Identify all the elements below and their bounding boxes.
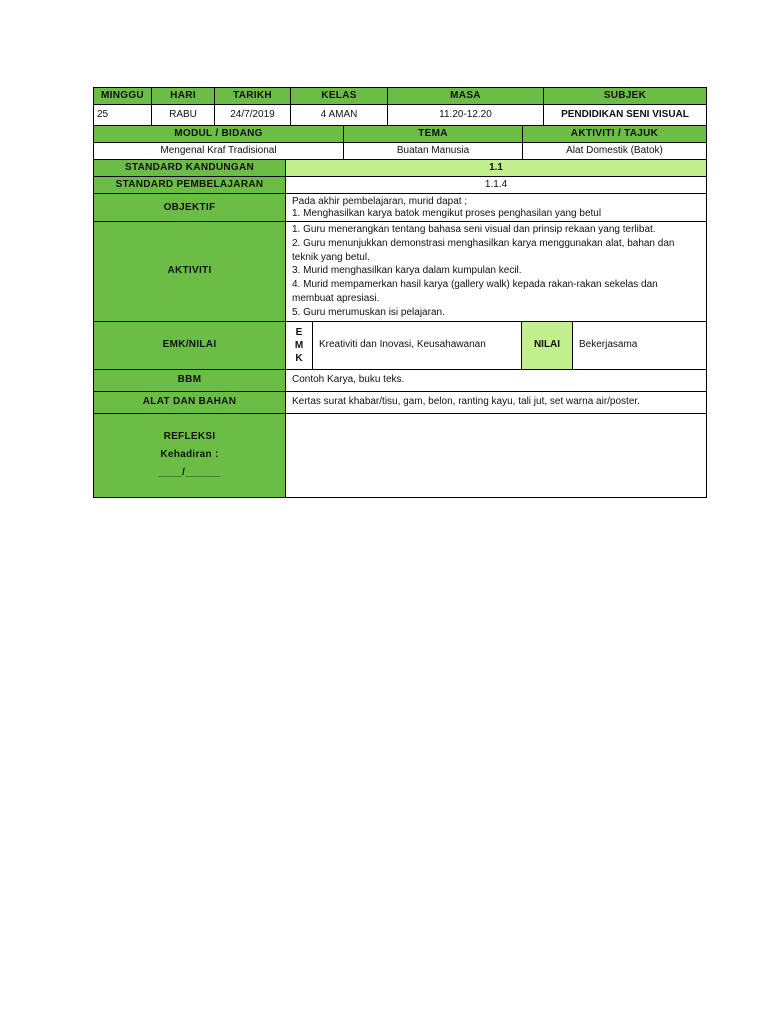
aktiviti-line: 3. Murid menghasilkan karya dalam kumpulan kecil.	[292, 265, 522, 277]
objektif-line: Pada akhir pembelajaran, murid dapat ;	[292, 195, 468, 207]
value-tema: Buatan Manusia	[344, 143, 523, 160]
aktiviti-line: 4. Murid mempamerkan hasil karya (gallery walk) kepada rakan-rakan sekelas dan membuat apresiasi.	[292, 279, 658, 304]
nilai-value: Bekerjasama	[573, 321, 707, 369]
standard-pembelajaran-label: STANDARD PEMBELAJARAN	[94, 177, 286, 194]
emk-letter: E	[295, 326, 303, 338]
aktiviti-line: 5. Guru merumuskan isi pelajaran.	[292, 306, 445, 318]
header-minggu: MINGGU	[94, 88, 152, 105]
emk-letter: K	[295, 352, 303, 364]
alat-bahan-label: ALAT DAN BAHAN	[94, 391, 286, 413]
bbm-value: Contoh Karya, buku teks.	[286, 369, 707, 391]
header-aktiviti-tajuk: AKTIVITI / TAJUK	[523, 126, 707, 143]
info-hari: RABU	[152, 105, 215, 126]
emk-letter: M	[294, 339, 304, 351]
nilai-label: NILAI	[522, 321, 573, 369]
info-kelas: 4 AMAN	[291, 105, 388, 126]
standard-kandungan-value: 1.1	[286, 160, 707, 177]
header-table	[93, 87, 707, 126]
info-minggu: 25	[94, 105, 152, 126]
info-subjek: PENDIDIKAN SENI VISUAL	[544, 105, 707, 126]
header-tema: TEMA	[344, 126, 523, 143]
info-tarikh: 24/7/2019	[215, 105, 291, 126]
refleksi-value[interactable]	[286, 413, 707, 497]
body-table	[93, 159, 707, 498]
emk-value: Kreativiti dan Inovasi, Keusahawanan	[313, 321, 522, 369]
aktiviti-label: AKTIVITI	[94, 222, 286, 322]
alat-bahan-value: Kertas surat khabar/tisu, gam, belon, ranting kayu, tali jut, set warna air/poster.	[286, 391, 707, 413]
objektif-label: OBJEKTIF	[94, 194, 286, 222]
header-subjek: SUBJEK	[544, 88, 707, 105]
kehadiran-label: Kehadiran :	[160, 449, 219, 461]
kehadiran-blank: ____/______	[158, 467, 221, 479]
value-modul: Mengenal Kraf Tradisional	[94, 143, 344, 160]
header-tarikh: TARIKH	[215, 88, 291, 105]
standard-pembelajaran-value: 1.1.4	[286, 177, 707, 194]
objektif-line: 1. Menghasilkan karya batok mengikut proses penghasilan yang betul	[292, 207, 602, 219]
header-modul: MODUL / BIDANG	[94, 126, 344, 143]
standard-kandungan-label: STANDARD KANDUNGAN	[94, 160, 286, 177]
emk-nilai-label: EMK/NILAI	[94, 321, 286, 369]
module-table	[93, 125, 707, 160]
refleksi-label-cell	[94, 413, 286, 497]
objektif-content	[286, 194, 707, 222]
header-kelas: KELAS	[291, 88, 388, 105]
emk-letters	[286, 321, 313, 369]
aktiviti-line: 1. Guru menerangkan tentang bahasa seni visual dan prinsip rekaan yang terlibat.	[292, 224, 656, 235]
refleksi-label: REFLEKSI	[163, 431, 216, 443]
aktiviti-content	[286, 222, 707, 322]
header-hari: HARI	[152, 88, 215, 105]
bbm-label: BBM	[94, 369, 286, 391]
info-masa: 11.20-12.20	[388, 105, 544, 126]
value-aktiviti-tajuk: Alat Domestik (Batok)	[523, 143, 707, 160]
header-masa: MASA	[388, 88, 544, 105]
lesson-plan-sheet	[93, 87, 706, 498]
aktiviti-line: 2. Guru menunjukkan demonstrasi menghasilkan karya menggunakan alat, bahan dan teknik yang betul.	[292, 237, 675, 263]
